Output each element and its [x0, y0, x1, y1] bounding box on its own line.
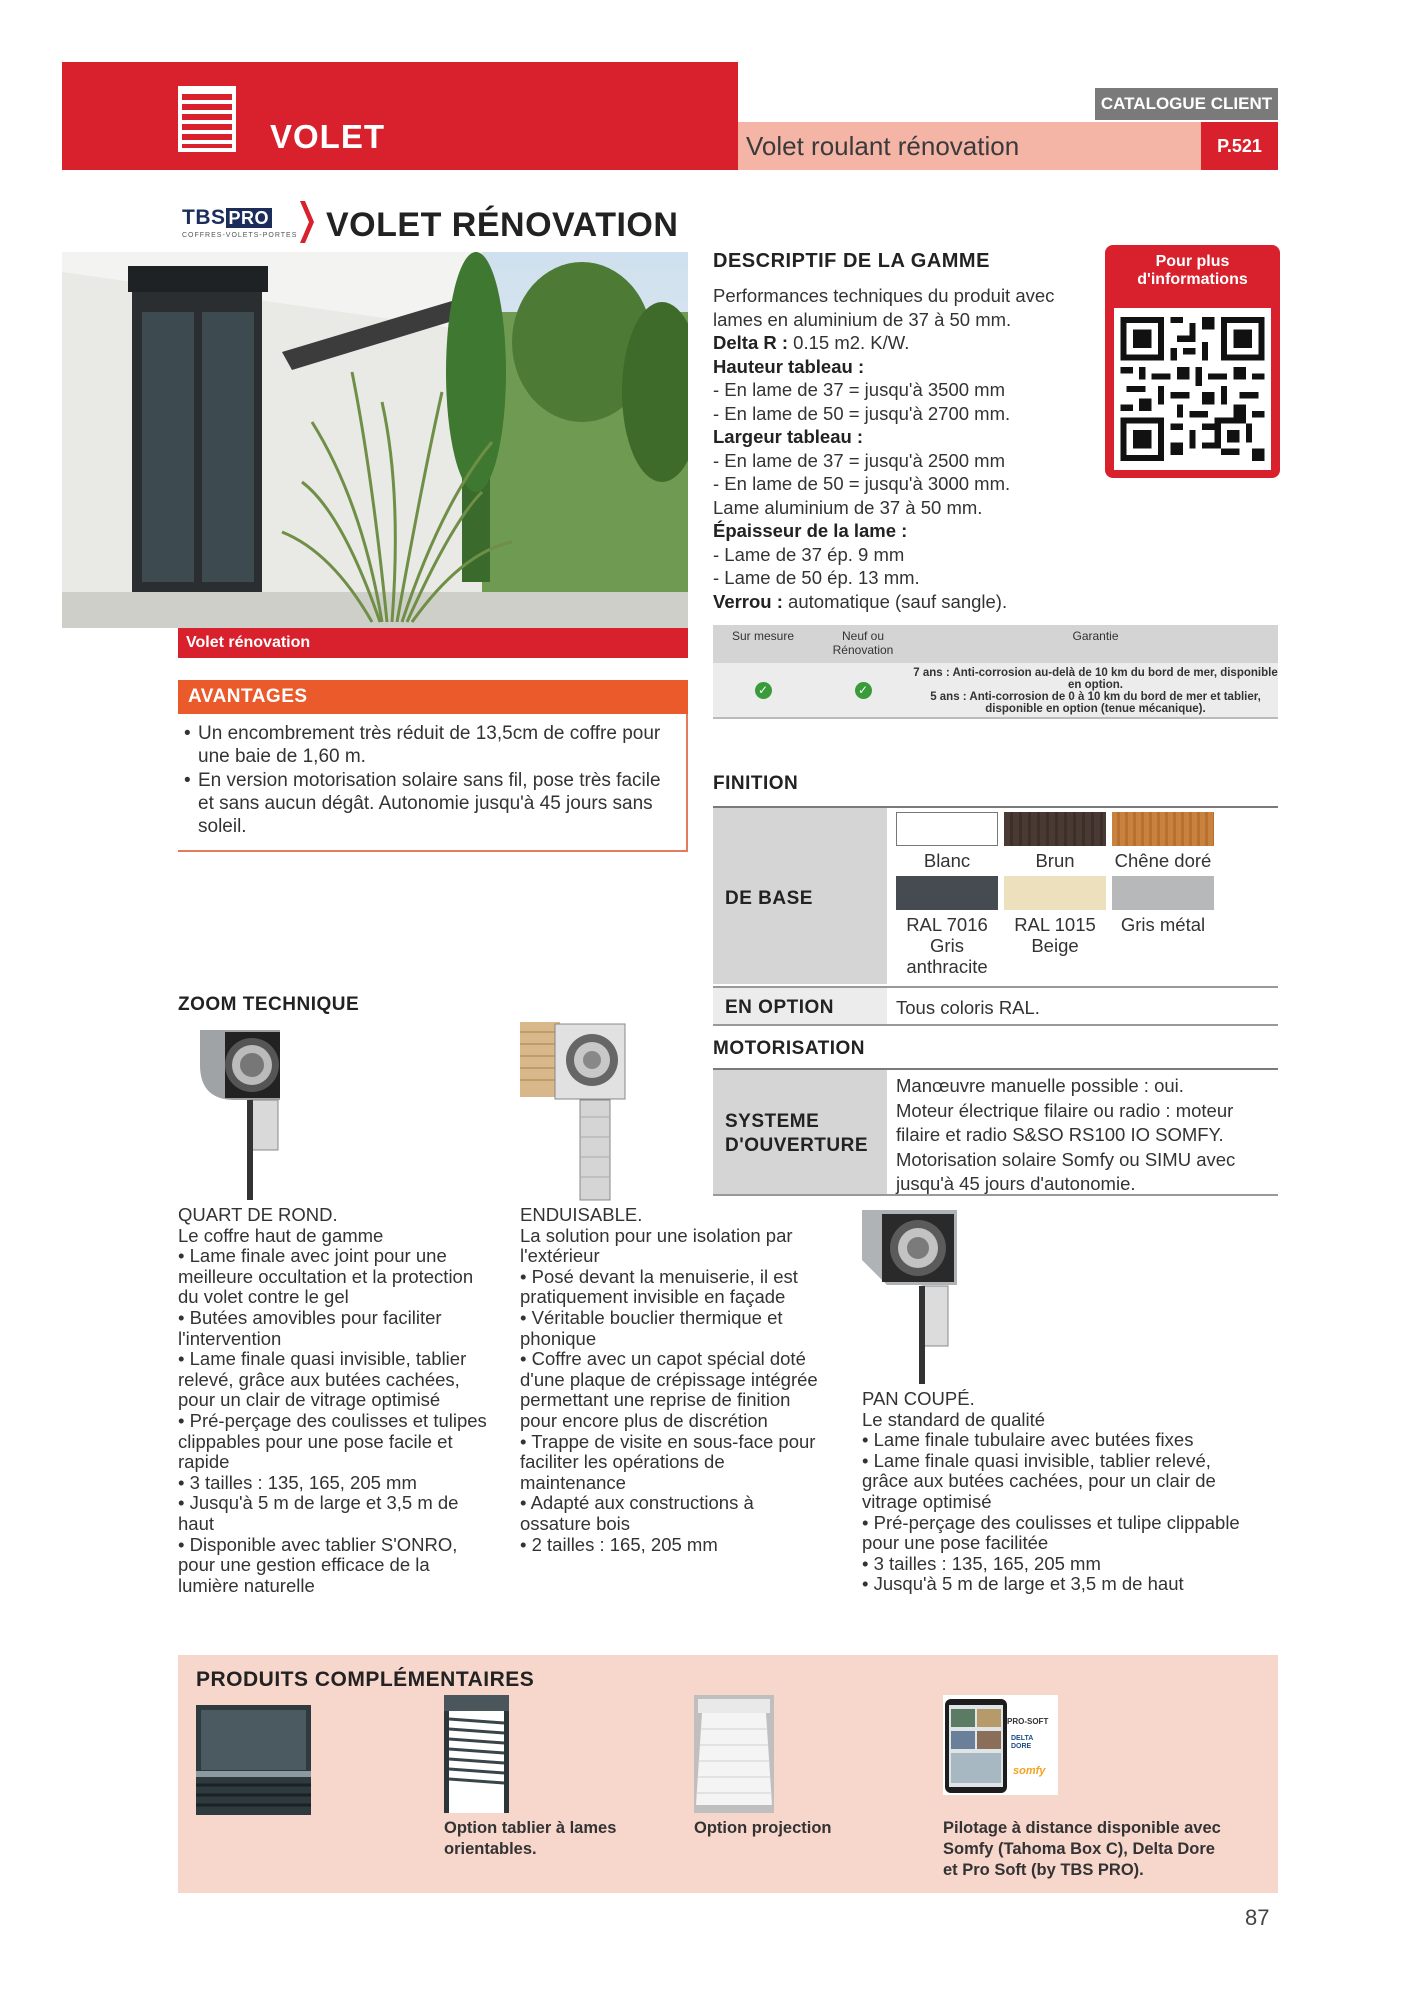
table-header-cell: Neuf ou Rénovation [832, 629, 894, 657]
color-swatch-ral-1015 [1004, 876, 1106, 910]
complementary-products-heading: PRODUITS COMPLÉMENTAIRES [196, 1668, 535, 1691]
check-icon: ✓ [855, 682, 872, 699]
product-line: • Lame finale avec joint pour une meilleure occultation et la protection du volet contre le gel [178, 1245, 474, 1308]
description-intro: Performances techniques du produit avec lames en aluminium de 37 à 50 mm. [713, 285, 1055, 330]
finish-heading: FINITION [713, 773, 799, 794]
motorization-line: Manœuvre manuelle possible : oui. [896, 1075, 1184, 1096]
catalog-label: CATALOGUE CLIENT [1095, 88, 1278, 120]
product-line: • Adapté aux constructions à ossature bois [520, 1492, 754, 1534]
divider [713, 1024, 1278, 1026]
product-line: • Posé devant la menuiserie, il est pratiquement invisible en façade [520, 1265, 798, 1308]
divider [713, 1194, 1278, 1196]
table-header-cell: Sur mesure [731, 629, 795, 643]
product-name: PAN COUPÉ. [862, 1388, 975, 1409]
product-line: • 3 tailles : 135, 165, 205 mm [178, 1471, 417, 1493]
product-line: • Trappe de visite en sous-face pour faciliter les opérations de maintenance [520, 1430, 816, 1493]
height-line: - En lame de 37 = jusqu'à 3500 mm [713, 379, 1005, 400]
page-title: VOLET RÉNOVATION [326, 206, 679, 244]
brand-logo [182, 206, 297, 239]
product-line: La solution pour une isolation par l'extérieur [520, 1224, 793, 1267]
quart-de-rond-box-image [195, 1030, 285, 1200]
check-icon: ✓ [755, 682, 772, 699]
brand-name: TBS [182, 206, 226, 229]
product-line: • Lame finale quasi invisible, tablier relevé, grâce aux butées cachées, pour un clair de vitrage optimisé [862, 1449, 1216, 1512]
product-line: Le standard de qualité [862, 1408, 1046, 1430]
thickness-label: Épaisseur de la lame : [713, 520, 908, 541]
product-line: • Pré-perçage des coulisses et tulipes clippables pour une pose facile et rapide [178, 1409, 487, 1473]
color-label: Brun [1035, 850, 1075, 871]
motorization-text [896, 1074, 1282, 1197]
product-line: • Butées amovibles pour faciliter l'intervention [178, 1306, 442, 1349]
product-label: Option tablier à lames orientables. [444, 1819, 617, 1858]
chevron-right-icon [300, 201, 314, 243]
brand-tagline: COFFRES-VOLETS-PORTES [182, 232, 298, 239]
option-label: EN OPTION [725, 997, 835, 1018]
advantages-heading: AVANTAGES [178, 680, 688, 714]
pan-coupe-description [862, 1389, 1242, 1595]
width-label: Largeur tableau : [713, 426, 864, 447]
product-label: Option projection [694, 1819, 832, 1837]
header-subtitle: Volet roulant rénovation [738, 122, 1201, 170]
color-label: RAL 1015 Beige [1014, 914, 1096, 956]
width-line: - En lame de 50 = jusqu'à 3000 mm. [713, 473, 1011, 494]
lock-label: Verrou : [713, 590, 783, 612]
technical-zoom-heading: ZOOM TECHNIQUE [178, 994, 360, 1015]
header-banner [62, 62, 738, 170]
enduisable-box-image [520, 1022, 630, 1202]
color-label: RAL 7016 Gris anthracite [906, 914, 988, 977]
height-line: - En lame de 50 = jusqu'à 2700 mm. [713, 402, 1011, 424]
delta-value: 0.15 m2. K/W. [788, 332, 910, 353]
product-line: • Coffre avec un capot spécial doté d'une plaque de crépissage intégrée permettant une reprise de finition pour encore plus de discrétion [520, 1348, 818, 1431]
brand-logo: somfy [1013, 1765, 1046, 1777]
hero-caption: Volet rénovation [178, 628, 688, 658]
motorization-line: Moteur électrique filaire ou radio : moteur filaire et radio S&SO RS100 IO SOMFY. [896, 1099, 1234, 1145]
qr-code-icon[interactable] [1114, 308, 1271, 470]
product-name: QUART DE ROND. [178, 1204, 338, 1225]
page-number: 87 [1245, 1905, 1270, 1930]
base-finish-label: DE BASE [725, 888, 813, 909]
pan-coupe-box-image [862, 1210, 962, 1385]
color-swatch-gris-metal [1112, 876, 1214, 910]
table-row [713, 663, 1278, 719]
warranty-note: 7 ans : Anti-corrosion au-delà de 10 km du bord de mer, disponible en option. [913, 667, 1278, 691]
motorization-line: Motorisation solaire Somfy ou SIMU avec jusqu'à 45 jours d'autonomie. [896, 1148, 1236, 1194]
list-item: • En version motorisation solaire sans fil, pose très facile et sans aucun dégât. Autonomie jusqu'à 45 jours sans soleil. [184, 769, 664, 838]
orientable-slats-image [444, 1695, 509, 1813]
qr-title: Pour plus d'informations [1137, 253, 1248, 288]
advantages-list [184, 722, 664, 839]
product-line: • Lame finale quasi invisible, tablier relevé, grâce aux butées cachées, pour un clair de vitrage optimisé [178, 1348, 467, 1411]
product-line: • Lame finale tubulaire avec butées fixes [862, 1429, 1194, 1451]
color-label: Blanc [923, 850, 971, 871]
projection-shutter-image [694, 1695, 774, 1813]
product-line: • Véritable bouclier thermique et phonique [520, 1306, 783, 1349]
brand-logo: DELTA DORE [1011, 1735, 1034, 1750]
color-label: Chêne doré [1114, 850, 1212, 871]
enduisable-description [520, 1205, 820, 1555]
color-swatch-ral-7016 [896, 876, 998, 910]
height-label: Hauteur tableau : [713, 355, 865, 377]
section-title: VOLET [270, 118, 386, 155]
slat-line: Lame aluminium de 37 à 50 mm. [713, 496, 983, 518]
color-label: Gris métal [1120, 914, 1206, 935]
thickness-line: - Lame de 37 ép. 9 mm [713, 543, 905, 565]
color-swatch-blanc [896, 812, 998, 846]
product-line: • 3 tailles : 135, 165, 205 mm [862, 1552, 1101, 1574]
product-line: • 2 tailles : 165, 205 mm [520, 1533, 718, 1555]
brand-name-pro: PRO [226, 208, 273, 228]
product-line: • Disponible avec tablier S'ONRO, pour une gestion efficace de la lumière naturelle [178, 1533, 458, 1596]
table-header-cell: Garantie [1072, 629, 1119, 643]
roller-shutter-photo [196, 1705, 311, 1815]
warranty-note: 5 ans : Anti-corrosion de 0 à 10 km du bord de mer et tablier, disponible en option (tenue mécanique). [930, 691, 1261, 715]
shutter-icon [178, 86, 236, 152]
list-item: • Un encombrement très réduit de 13,5cm de coffre pour une baie de 1,60 m. [184, 722, 664, 768]
color-swatch-brun [1004, 812, 1106, 846]
table-header [713, 625, 1278, 663]
product-line: • Jusqu'à 5 m de large et 3,5 m de haut [862, 1573, 1184, 1595]
width-line: - En lame de 37 = jusqu'à 2500 mm [713, 449, 1005, 471]
thickness-line: - Lame de 50 ép. 13 mm. [713, 567, 920, 588]
color-swatch-chene-dore [1112, 812, 1214, 846]
lock-value: automatique (sauf sangle). [782, 590, 1008, 612]
product-line: • Pré-perçage des coulisses et tulipe clippable pour une pose facilitée [862, 1511, 1240, 1554]
motorization-heading: MOTORISATION [713, 1038, 866, 1059]
quart-de-rond-description [178, 1205, 488, 1596]
page-reference: P.521 [1201, 122, 1278, 170]
range-description [713, 284, 1093, 613]
option-value: Tous coloris RAL. [896, 997, 1040, 1018]
delta-label: Delta R : [713, 332, 789, 353]
opening-system-label: SYSTEME D'OUVERTURE [725, 1111, 869, 1156]
product-name: ENDUISABLE. [520, 1204, 643, 1225]
product-label: Pilotage à distance disponible avec Somfy (Tahoma Box C), Delta Dore et Pro Soft (by TBS PRO). [943, 1819, 1221, 1879]
range-description-heading: DESCRIPTIF DE LA GAMME [713, 250, 990, 272]
brand-logo: PRO-SOFT [1007, 1717, 1049, 1726]
remote-control-apps-image [943, 1695, 1058, 1795]
product-line: • Jusqu'à 5 m de large et 3,5 m de haut [178, 1492, 459, 1534]
hero-photo [62, 252, 688, 628]
warranty-table [713, 625, 1278, 719]
product-line: Le coffre haut de gamme [178, 1224, 384, 1246]
